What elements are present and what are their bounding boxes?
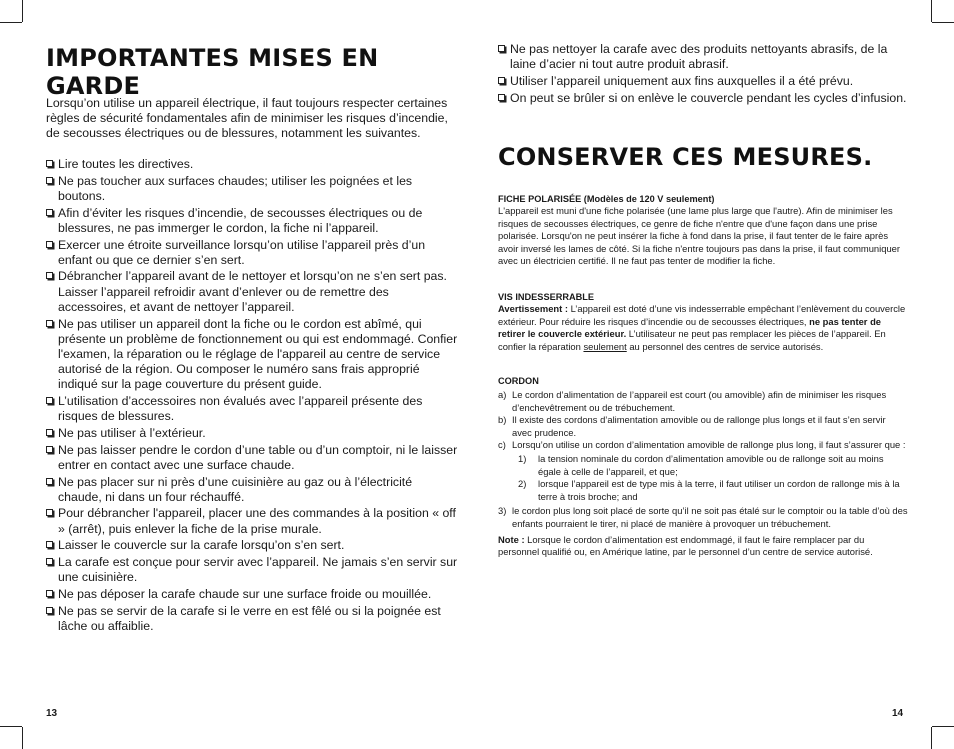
checkbox-bullet-icon [498, 94, 505, 101]
checkbox-bullet-icon [46, 209, 53, 216]
list-item: L’utilisation d’accessoires non évalués avec l’appareil présente des risques de blessures. [46, 394, 458, 424]
cord-instructions-list [498, 389, 908, 452]
list-item: Ne pas se servir de la carafe si le verre en est fêlé ou si la poignée est lâche ou affaiblie. [46, 604, 458, 634]
save-instructions-title: CONSERVER CES MESURES. [498, 143, 873, 171]
safety-checklist [46, 157, 458, 636]
list-item: 1) la tension nominale du cordon d’alimentation amovible ou de rallonge soit au moins égale à celle de l’appareil, et que; [518, 452, 884, 477]
list-item: Ne pas utiliser à l’extérieur. [46, 426, 458, 441]
crop-mark [931, 0, 932, 22]
section-heading: FICHE POLARISÉE (Modèles de 120 V seulement) [498, 194, 715, 204]
checkbox-bullet-icon [46, 478, 53, 485]
crop-mark [22, 727, 23, 749]
list-item: Lire toutes les directives. [46, 157, 458, 172]
list-item: Ne pas utiliser un appareil dont la fiche ou le cordon est abîmé, qui présente un problème de fonctionnement ou qui est endommagé. Confier l'examen, la réparation ou le réglage de l'appareil au centre de service autorisé de la région. Ou composer le numéro sans frais approprié indiqué sur la page couverture du présent guide. [46, 317, 458, 393]
checkbox-bullet-icon [46, 241, 53, 248]
safety-checklist-continued [498, 42, 908, 107]
list-item: Ne pas déposer la carafe chaude sur une surface froide ou mouillée. [46, 587, 458, 602]
list-item: Afin d’éviter les risques d’incendie, de secousses électriques ou de blessures, ne pas immerger le cordon, la fiche ni l’appareil. [46, 206, 458, 236]
checkbox-bullet-icon [46, 272, 53, 279]
section-body: L'appareil est muni d'une fiche polarisée (une lame plus large que l'autre). Afin de minimiser les risques de secousses électriques, ce genre de fiche n'entre que d'une façon dans une prise polarisée. Lorsqu'on ne peut insérer la fiche à fond dans la prise, il faut tenter de le faire après avoir inversé les lames de côté. Si la fiche n'entre toujours pas dans la prise, il faut communiquer avec un électricien certifié. Il ne faut pas tenter de modifier la fiche. [498, 205, 900, 267]
list-item: Laisser le couvercle sur la carafe lorsqu’on s’en sert. [46, 538, 458, 553]
cord-note: Note : Lorsque le cordon d’alimentation est endommagé, il faut le faire remplacer par du personnel qualifié ou, en Amérique latine, par le personnel d’un centre de service autorisé. [498, 533, 873, 558]
section-body: Avertissement : L’appareil est doté d’une vis indesserrable empêchant l’enlèvement du couvercle extérieur. Pour réduire les risques d’incendie ou de secousses électriques, ne pas tenter de retirer le couvercle extérieur. L’utilisateur ne peut pas remplacer les pièces de l’appareil. En confier la réparation seulement au personnel des centres de service autorisés. [498, 303, 906, 352]
checkbox-bullet-icon [46, 446, 53, 453]
checkbox-bullet-icon [498, 45, 505, 52]
list-item: Utiliser l’appareil uniquement aux fins auxquelles il a été prévu. [498, 74, 908, 89]
list-item: Exercer une étroite surveillance lorsqu’on utilise l’appareil près d’un enfant ou que ce dernier s’en sert. [46, 238, 458, 268]
page-number-left: 13 [46, 708, 58, 719]
checkbox-bullet-icon [46, 160, 53, 167]
polarized-plug-section [498, 194, 908, 268]
list-item: Débrancher l’appareil avant de le nettoyer et lorsqu’on ne s’en sert pas. Laisser l’appareil refroidir avant d’enlever ou de remettre des accessoires, et avant de nettoyer l’appareil. [46, 269, 458, 315]
section-heading: VIS INDESSERRABLE [498, 292, 594, 302]
list-item: Ne pas nettoyer la carafe avec des produits nettoyants abrasifs, de la laine d’acier ni tout autre produit abrasif. [498, 42, 908, 72]
checkbox-bullet-icon [46, 397, 53, 404]
list-item: 3) le cordon plus long soit placé de sorte qu’il ne soit pas étalé sur le comptoir ou la table d’où des enfants pourraient le tirer, ni placé de manière à provoquer un trébuchement. [498, 505, 908, 529]
cord-instructions-list-cont [498, 505, 908, 530]
checkbox-bullet-icon [46, 320, 53, 327]
crop-mark [932, 726, 954, 727]
tamper-screw-section [498, 292, 908, 353]
list-item: 2) lorsque l’appareil est de type mis à la terre, il faut utiliser un cordon de rallonge mis à la terre à trois broche; and [518, 478, 900, 502]
page-title: IMPORTANTES MISES EN GARDE [46, 44, 379, 100]
list-item: b) Il existe des cordons d’alimentation amovible ou de rallonge plus longs et il faut s’en servir avec prudence. [498, 414, 886, 438]
list-item: Ne pas toucher aux surfaces chaudes; utiliser les poignées et les boutons. [46, 174, 458, 204]
checkbox-bullet-icon [46, 177, 53, 184]
list-item: Pour débrancher l'appareil, placer une des commandes à la position « off » (arrêt), puis enlever la fiche de la prise murale. [46, 506, 458, 536]
list-item: Ne pas placer sur ni près d’une cuisinière au gaz ou à l’électricité chaude, ni dans un four réchauffé. [46, 475, 458, 505]
checkbox-bullet-icon [46, 590, 53, 597]
crop-mark [932, 22, 954, 23]
list-item: La carafe est conçue pour servir avec l’appareil. Ne jamais s’en servir sur une cuisinière. [46, 555, 458, 585]
intro-paragraph: Lorsqu’on utilise un appareil électrique, il faut toujours respecter certaines règles de sécurité fondamentales afin de minimiser les risques d’incendie, de secousses électriques ou de blessures, notamment les suivantes. [46, 96, 448, 141]
section-heading: CORDON [498, 376, 539, 386]
page-number-right: 14 [892, 708, 904, 719]
checkbox-bullet-icon [46, 558, 53, 565]
checkbox-bullet-icon [46, 509, 53, 516]
checkbox-bullet-icon [46, 541, 53, 548]
crop-mark [0, 726, 22, 727]
checkbox-bullet-icon [46, 607, 53, 614]
cord-section [498, 376, 908, 559]
list-item: Ne pas laisser pendre le cordon d’une table ou d’un comptoir, ni le laisser entrer en contact avec une surface chaude. [46, 443, 458, 473]
checkbox-bullet-icon [46, 429, 53, 436]
list-item: On peut se brûler si on enlève le couvercle pendant les cycles d’infusion. [498, 91, 908, 106]
list-item: c) Lorsqu’on utilise un cordon d’alimentation amovible de rallonge plus long, il faut s’assurer que : [498, 439, 906, 451]
crop-mark [0, 22, 22, 23]
checkbox-bullet-icon [498, 77, 505, 84]
crop-mark [22, 0, 23, 22]
cord-sub-list [498, 453, 908, 503]
list-item: a) Le cordon d’alimentation de l’appareil est court (ou amovible) afin de minimiser les risques d’enchevêtrement ou de trébuchement. [498, 389, 887, 413]
crop-mark [931, 727, 932, 749]
